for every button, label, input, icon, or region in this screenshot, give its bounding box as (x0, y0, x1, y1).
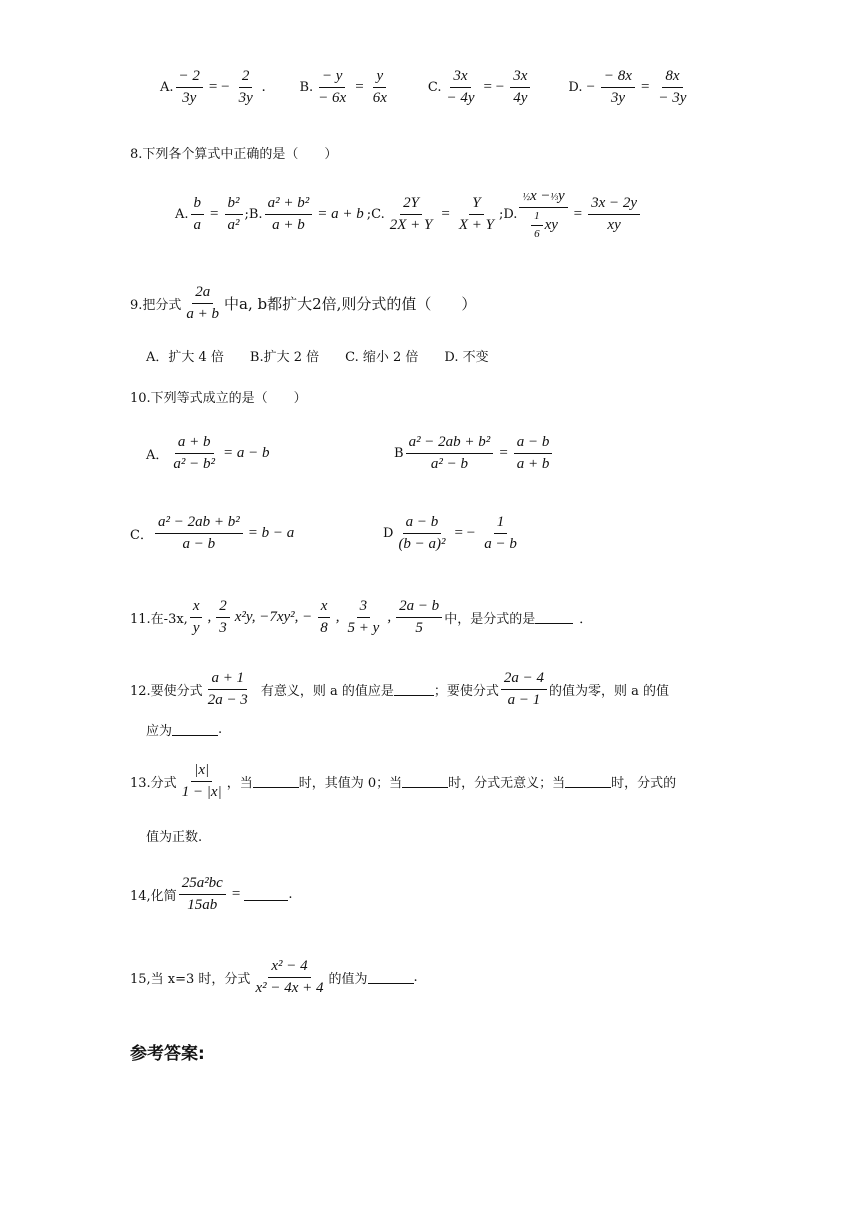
q8-c-lhs-fraction: $\frac{2Y}{2X + Y}$ (389, 194, 433, 233)
q8-c-rhs-fraction: $\frac{Y}{X + Y}$ (458, 194, 494, 233)
q8-stem: 8.下列各个算式中正确的是（ ） (130, 147, 338, 162)
q7-b-rhs-fraction: $\frac{y}{6x}$ (372, 68, 387, 107)
q7-a-rhs-fraction: $\frac{2}{3y}$ (238, 68, 253, 107)
q9-stem: 9.把分式 $\frac{2a}{a + b}$ 中a, b都扩大2倍,则分式的值（ ） (130, 284, 477, 323)
q7-d-lhs-fraction: $\frac{- 8x}{3y}$ (601, 68, 635, 108)
q10-option-a: A． $\frac{a + b}{\text{a² − b²}}$ = a − b (146, 434, 270, 473)
q12-answer-blank-2[interactable] (172, 723, 218, 736)
q11-answer-blank[interactable] (535, 611, 573, 624)
q13-answer-blank-2[interactable] (402, 775, 448, 788)
q13-answer-blank-3[interactable] (565, 775, 611, 788)
q11-stem: 11.在-3x, $\frac{x}{y}$ , $\frac{2}{3}$ x²y, −7xy², − $\frac{x}{8}$ , $\frac{3}{5 + y}$ , $\frac{2a - b}{5}$ 中，是分式的是 ． (130, 598, 593, 637)
q14-stem: 14,化简 $\frac{\text{25a²bc}}{15ab}$ = . (130, 875, 293, 914)
q10-option-d: D $\frac{a - b}{\text{(b − a)²}}$ = − $\frac{1}{a - b}$ (383, 514, 517, 553)
q13-line2: 值为正数. (146, 830, 203, 845)
answers-heading: 参考答案: (130, 1044, 205, 1064)
q14-answer-blank[interactable] (244, 888, 288, 901)
q10-option-b: B $\frac{\text{a² − 2ab + b²}}{\text{a² − b}}$ = $\frac{a - b}{a + b}$ (394, 434, 554, 474)
q7-option-b-label: B. (299, 80, 314, 96)
q15-stem: 15,当 x=3 时，分式 $\frac{\text{x² − 4}}{\text{x² − 4x + 4}}$ 的值为 . (130, 958, 418, 997)
q8-a-rhs-fraction: $\frac{\text{b²}}{\text{a²}}$ (225, 195, 243, 235)
q8-a-lhs-fraction: $\frac{b}{a}$ (191, 195, 205, 235)
q10-option-c: C． $\frac{\text{a² − 2ab + b²}}{a - b}$ = b − a (130, 514, 295, 553)
q15-answer-blank[interactable] (368, 971, 414, 984)
q9-fraction: $\frac{2a}{a + b}$ (186, 284, 220, 323)
q10-stem: 10.下列等式成立的是（ ） (130, 391, 307, 406)
q12-answer-blank-1[interactable] (394, 683, 434, 696)
q8-d-rhs-fraction: $\frac{3x - 2y}{xy}$ (588, 195, 640, 235)
q12-line2: 应为 . (146, 722, 223, 739)
q7-option-c-label: C. (427, 80, 442, 96)
q8-option-a-label: A. (175, 206, 189, 222)
q7-option-d-label: D. (568, 80, 583, 96)
q7-a-lhs-fraction: $\frac{- 2}{3y}$ (176, 68, 203, 108)
q8-options: A. $\frac{b}{a}$ = $\frac{\text{b²}}{\text{a²}}$ ;B. $\frac{\text{a² + b²}}{a + b}$ = a + b ;C. $\frac{2Y}{2X + Y}$ = $\frac{Y}{X + Y}$ ;D. ½x −⅓y $\frac{1}{6}$ xy = $\frac{3x - 2y}{xy}$ (175, 188, 642, 241)
q8-d-complex-fraction: ½x −⅓y $\frac{1}{6}$ xy (519, 188, 567, 241)
q8-b-lhs-fraction: $\frac{\text{a² + b²}}{a + b}$ (265, 195, 313, 235)
q7-c-rhs-fraction: $\frac{3x}{4y}$ (510, 68, 530, 108)
q13-stem: 13.分式 $\frac{|x|}{1 - |x|}$ ，当 时，其值为 0；当 时，分式无意义；当 时，分式的 (130, 762, 677, 801)
q12-stem: 12.要使分式 $\frac{a + 1}{2a - 3}$ 有意义，则 a 的值应是 ；要使分式 $\frac{2a - 4}{a - 1}$ 的值为零，则 a 的值 (130, 670, 669, 709)
q13-answer-blank-1[interactable] (253, 775, 299, 788)
q7-b-lhs-fraction: $\frac{- y}{- 6x}$ (318, 68, 347, 107)
q9-options: A．扩大 4 倍 B.扩大 2 倍 C. 缩小 2 倍 D. 不变 (146, 350, 489, 365)
q7-option-a-label: A. (160, 80, 174, 96)
q7-options: A. $\frac{- 2}{3y}$ = − $\frac{2}{3y}$ . B. $\frac{- y}{- 6x}$ = $\frac{y}{6x}$ C. $\frac{3x}{- 4y}$ = − $\frac{3x}{4y}$ D. − $\frac{- 8x}{3y}$ = $\frac{8x}{- 3y}$ (160, 68, 691, 108)
q7-d-rhs-fraction: $\frac{8x}{- 3y}$ (658, 68, 687, 107)
q7-c-lhs-fraction: $\frac{3x}{- 4y}$ (446, 68, 475, 107)
